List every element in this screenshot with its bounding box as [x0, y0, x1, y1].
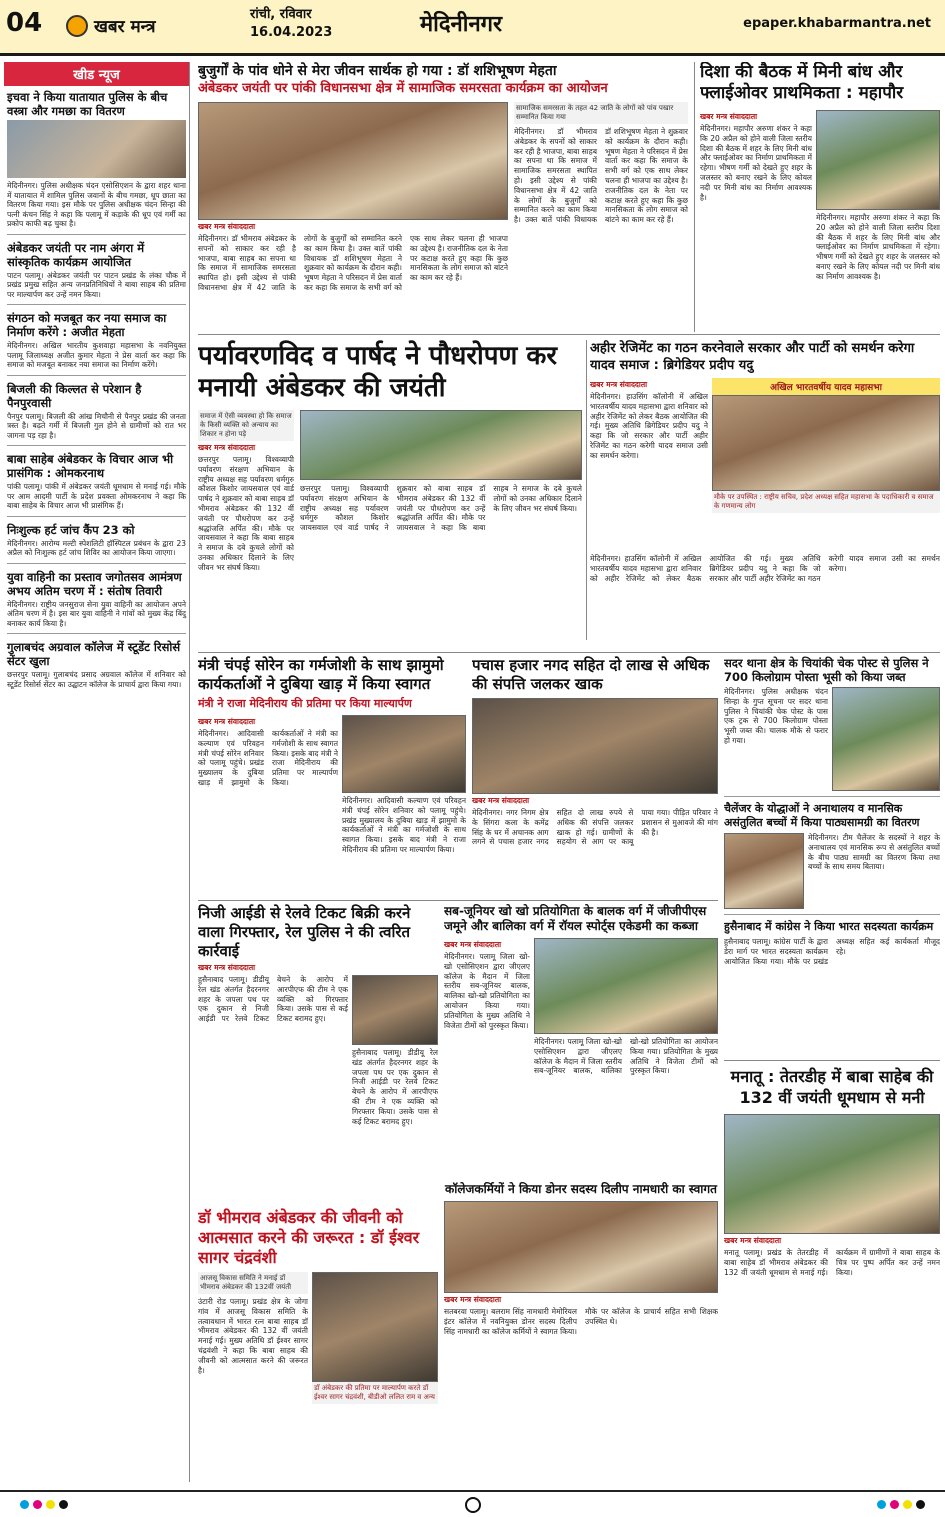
- college-story-photo: [444, 1201, 718, 1293]
- minister-story: [198, 656, 466, 896]
- place: रांची, रविवार: [250, 7, 312, 22]
- brief-text: मेदिनीनगर। अखिल भारतीय कुशवाहा महासभा के नवनियुक्त पलामू जिलाध्यक्ष अजीत कुमार मेहता ने प्रेस वार्ता कर कहा कि समाज को मजबूत बनाकर नया समाज का निर्माण करेंगे।: [7, 341, 186, 369]
- fire-story-byline: खबर मन्त्र संवाददाता: [472, 796, 530, 805]
- brief-item: [7, 382, 186, 447]
- sports-story-title[interactable]: सब-जूनियर खो खो प्रतियोगिता के बालक वर्ग में जीजीपीएस जमूने और बालिका वर्ग में रॉयल स्पोर्ट्स एकेडमी का कब्जा: [444, 904, 707, 933]
- brief-item: [7, 570, 186, 635]
- brief-title[interactable]: युवा वाहिनी का प्रस्ताव जगोतसव आमंत्रण अभय अतिम चरण में : संतोष तिवारी: [7, 569, 182, 598]
- tetardih-story-byline: खबर मन्त्र संवाददाता: [724, 1236, 782, 1245]
- ambedkar-story-title[interactable]: डॉ भीमराव अंबेडकर की जीवनी को आत्मसात करने की जरूरत : डॉ ईश्वर सागर चंद्रवंशी: [198, 1208, 420, 1267]
- top-story-byline: खबर मन्त्र संवाददाता: [198, 222, 256, 231]
- brief-item: [7, 452, 186, 517]
- edition-title: मेदिनीनगर: [420, 12, 503, 37]
- challenger-story-body: मेदिनीनगर। टीम चैलेंजर के सदस्यों ने शहर के अनाथालय एवं मानसिक रूप से असंतुलित बच्चों के बीच पाठ्य सामग्री का वितरण किया तथा बच्चों के साथ समय बिताया।: [808, 833, 940, 872]
- tetardih-story-photo: [724, 1114, 940, 1234]
- police-story-body: मेदिनीनगर। पुलिस अधीक्षक चंदन सिन्हा के गुप्त सूचना पर सदर थाना पुलिस ने चियांकी चेक पोस्ट के पास एक ट्रक से 700 किलोग्राम पोस्ता भूसी जब्त की। चालक मौके से फरार हो गया।: [724, 687, 828, 745]
- congress-story-title[interactable]: हुसैनाबाद में कांग्रेस ने किया भारत सदस्यता कार्यक्रम: [724, 920, 934, 933]
- brand: [66, 14, 156, 37]
- mayor-story-byline: खबर मन्त्र संवाददाता: [700, 112, 758, 121]
- ambedkar-story: [198, 1208, 438, 1484]
- top-story-subtitle: अंबेडकर जयंती पर पांकी विधानसभा क्षेत्र में सामाजिक समरसता कार्यक्रम का आयोजन: [198, 81, 608, 96]
- ahir-story-byline: खबर मन्त्र संवाददाता: [590, 380, 648, 389]
- railway-story-body: हुसैनाबाद पलामू। डीडीयू रेल खंड अंतर्गत हैदरनगर शहर के जपला पथ पर एक दुकान से निजी आईडी पर रेलवे टिकट बेचने के आरोप में आरपीएफ की टीम ने एक व्यक्ति को गिरफ्तार किया। उसके पास से कई टिकट बरामद हुए।: [198, 975, 348, 1024]
- minister-story-title[interactable]: मंत्री चंपई सोरेन का गर्मजोशी के साथ झामुमो कार्यकर्ताओं ने दुबिया खाड़ में किया स्वागत: [198, 656, 444, 693]
- environment-story-caption: समाज में ऐसी व्यवस्था हो कि समाज के किसी व्यक्ति को अन्याय का शिकार न होना पड़े: [198, 410, 294, 441]
- brief-text: मेदिनीनगर। पुलिस अधीक्षक चंदन एसोसिएशन के द्वारा शहर थाना में यातायात में शामिल पुलिस जवानों के बीच गमछा, धूप छाता का वितरण किया गया। इस मौके पर पुलिस अधीक्षक चंदन सिन्हा की पत्नी कंचन सिंह ने कहा कि पलामू में कड़ाके की धूप एवं गर्मी का प्रकोप काफी बढ़ चुका है।: [7, 181, 186, 228]
- sports-story-byline: खबर मन्त्र संवाददाता: [444, 940, 502, 949]
- brief-text: छत्तरपुर पलामू। गुलाबचंद प्रसाद अग्रवाल कॉलेज में शनिवार को स्टूडेंट रिसोर्स सेंटर का उद्घाटन कॉलेज के प्राचार्य द्वारा किया गया।: [7, 670, 186, 689]
- masthead: [0, 0, 945, 56]
- ahir-story: [590, 340, 940, 650]
- brief-title[interactable]: बाबा साहेब अंबेडकर के विचार आज भी प्रासंगिक : ओमकरनाथ: [7, 452, 174, 480]
- brief-text: पांकी पलामू। पांकी में अंबेडकर जयंती धूमधाम से मनाई गई। मौके पर आम आदमी पार्टी के प्रदेश प्रवक्ता ओमकरनाथ ने कहा कि बाबा साहेब के विचार आज भी प्रासंगिक हैं।: [7, 482, 186, 510]
- brief-title[interactable]: निःशुल्क हर्ट जांच कैंप 23 को: [7, 522, 135, 537]
- environment-story-body-cont: छत्तरपुर पलामू। विश्वव्यापी पर्यावरण संरक्षण अभियान के राष्ट्रीय अध्यक्ष सह पर्यावरण धर्मगुरु कौशल किशोर जायसवाल एवं वार्ड पार्षद ने शुक्रवार को बाबा साहब डॉ भीमराव अंबेडकर की 132 वीं जयंती पर पौधरोपण कर उन्हें श्रद्धांजलि अर्पित की। मौके पर जायसवाल ने कहा कि बाबा साहब ने समाज के दबे कुचले लोगों को उनका अधिकार दिलाने के लिए जीवन भर संघर्ष किया।: [300, 484, 582, 533]
- police-story-title[interactable]: सदर थाना क्षेत्र के चियांकी चेक पोस्ट से पुलिस ने 700 किलोग्राम पोस्ता भूसी को किया जब्त: [724, 656, 929, 684]
- challenger-story-title[interactable]: चैलेंजर के योद्धाओं ने अनाथालय व मानसिक असंतुलित बच्चों में किया पाठ्यसामग्री का वितरण: [724, 802, 920, 829]
- railway-story-title[interactable]: निजी आईडी से रेलवे टिकट बिक्री करने वाला गिरफ्तार, रेल पुलिस ने की त्वरित कार्रवाई: [198, 904, 411, 960]
- brief-item: [7, 311, 186, 376]
- environment-story-photo: [300, 410, 582, 480]
- top-story-photo: [198, 102, 508, 220]
- ahir-story-caption: मौके पर उपस्थित : राष्ट्रीय सचिव, प्रदेश अध्यक्ष सहित महासभा के पदाधिकारी व समाज के गणमान्य लोग: [712, 491, 940, 513]
- ambedkar-story-photo: [312, 1272, 438, 1382]
- mayor-story-body-cont: मेदिनीनगर। महापौर अरुणा शंकर ने कहा कि 20 अप्रैल को होने वाली जिला स्तरीय दिशा की बैठक में शहर के लिए मिनी बांध और फ्लाईओवर का निर्माण प्राथमिकता में रहेगा। भीषण गर्मी को देखते हुए शहर के जलस्तर को बनाए रखने के लिए कोयल नदी पर मिनी बांध का निर्माण आवश्यक है।: [816, 213, 940, 281]
- footer: [0, 1490, 945, 1517]
- color-registration-marks: [20, 1500, 68, 1509]
- brief-title[interactable]: संगठन को मजबूत कर नया समाज का निर्माण करेंगे : अजीत मेहता: [7, 311, 167, 339]
- brief-title[interactable]: इचवा ने किया यातायात पुलिस के बीच वस्त्रा और गमछा का वितरण: [7, 90, 168, 118]
- date: 16.04.2023: [250, 25, 333, 40]
- brief-title[interactable]: बिजली की किल्लत से परेशान है पैनपुरवासी: [7, 381, 142, 410]
- railway-story-photo: [352, 975, 438, 1045]
- tetardih-story-title[interactable]: मनातू : तेतरडीह में बाबा साहेब की 132 वीं जयंती धूमधाम से मनी: [730, 1067, 934, 1107]
- brief-item: [7, 241, 186, 306]
- congress-story-body: हुसैनाबाद पलामू। कांग्रेस पार्टी के द्वारा डेरा मार्ग पर भारत सदस्यता कार्यक्रम आयोजित किया गया। मौके पर प्रखंड अध्यक्ष सहित कई कार्यकर्ता मौजूद रहे।: [724, 937, 940, 966]
- brief-text: पाटन पलामू। अंबेडकर जयंती पर पाटन प्रखंड के लंका चौक में प्रखंड प्रमुख सहित अन्य जनप्रतिनिधियों ने बाबा साहब की प्रतिमा पर माल्यार्पण कर उन्हें नमन किया।: [7, 270, 186, 299]
- brief-text: मेदिनीनगर। आरोग्य मल्टी स्पेशलिटी हॉस्पिटल प्रबंधन के द्वारा 23 अप्रैल को निःशुल्क हर्ट जांच शिविर का आयोजन किया जाएगा।: [7, 538, 186, 557]
- mayor-story-photo: [816, 110, 940, 210]
- brief-text: मेदिनीनगर। राष्ट्रीय जनसुराज सेना युवा वाहिनी का आयोजन अपने अंतिम चरण में है। इस बार युवा वाहिनी ने गांवों को मुख्य केंद्र बिंदु बनाकर कार्य किया है।: [7, 599, 186, 628]
- tetardih-story-body: मनातू पलामू। प्रखंड के तेतरडीह में बाबा साहेब डॉ भीमराव अंबेडकर की 132 वीं जयंती धूमधाम से मनाई गई। कार्यक्रम में ग्रामीणों ने बाबा साहब के चित्र पर पुष्प अर्पित कर उन्हें नमन किया।: [724, 1248, 940, 1277]
- fire-story-photo: [472, 698, 718, 794]
- minister-story-subtitle: मंत्री ने राजा मेदिनीराय की प्रतिमा पर किया माल्यार्पण: [198, 697, 412, 710]
- mayor-story: [700, 62, 940, 330]
- brief-photo: [7, 120, 186, 178]
- minister-story-body: मेदिनीनगर। आदिवासी कल्याण एवं परिवहन मंत्री चंपई सोरेन शनिवार को पलामू पहुंचे। प्रखंड मुख्यालय के दुबिया खाड़ में झामुमो के कार्यकर्ताओं ने मंत्री का गर्मजोशी के साथ स्वागत किया। इसके बाद मंत्री ने राजा मेदिनीराय की प्रतिमा पर माल्यार्पण किया।: [198, 729, 338, 787]
- ahir-story-title[interactable]: अहीर रेजिमेंट का गठन करनेवाले सरकार और पार्टी को समर्थन करेगा यादव समाज : ब्रिगेडियर प्रदीप यदु: [590, 341, 915, 373]
- college-story-byline: खबर मन्त्र संवाददाता: [444, 1295, 502, 1304]
- environment-story-byline: खबर मन्त्र संवाददाता: [198, 443, 256, 452]
- page-number: 04: [6, 8, 43, 38]
- ahir-story-body-cont: मेदिनीनगर। हाउसिंग कॉलोनी में अखिल भारतवर्षीय यादव महासभा द्वारा शनिवार को अहीर रेजिमेंट को लेकर बैठक आयोजित की गई। मुख्य अतिथि ब्रिगेडियर प्रदीप यदु ने कहा कि जो सरकार और पार्टी अहीर रेजिमेंट का गठन करेगी यादव समाज उसी का समर्थन करेगा।: [590, 554, 940, 583]
- strip-title: खीड न्यूज: [4, 62, 189, 86]
- fire-story: [472, 656, 718, 896]
- brand-name: खबर मन्त्र: [94, 17, 156, 37]
- top-story-caption: सामाजिक समरसता के तहत 42 जाति के लोगों को पांव पखार सम्मानित किया गया: [514, 102, 688, 124]
- college-story: [444, 1182, 718, 1482]
- top-story-body: मेदिनीनगर। डॉ भीमराव अंबेडकर के सपनों को साकार कर रही है भाजपा, बाबा साहब का सपना था कि समाज में सामाजिक समरसता स्थापित हो। इसी उद्देश्य से पांकी विधानसभा क्षेत्र में 42 जाति के लोगों के बुजुर्गों को सम्मानित करने का काम किया है। उक्त बातें पांकी विधायक डॉ शशिभूषण मेहता ने शुक्रवार को कार्यक्रम के दौरान कही। भूषण मेहता ने परिसदन में प्रेस वार्ता कर कहा कि समाज के सभी वर्ग को एक साथ लेकर चलना ही भाजपा का उद्देश्य है। राजनीतिक दल के नेता पर कटाक्ष करते हुए कहा कि कुछ मानसिकता के लोग समाज को बांटने का काम कर रहे हैं।: [198, 234, 508, 292]
- police-story-photo: [832, 687, 940, 791]
- brief-item: [7, 523, 186, 564]
- brief-title[interactable]: अंबेडकर जयंती पर नाम अंगरा में सांस्कृतिक कार्यक्रम आयोजित: [7, 240, 145, 269]
- sports-story: [444, 904, 718, 1176]
- environment-story-body: छत्तरपुर पलामू। विश्वव्यापी पर्यावरण संरक्षण अभियान के राष्ट्रीय अध्यक्ष सह पर्यावरण धर्मगुरु कौशल किशोर जायसवाल एवं वार्ड पार्षद ने शुक्रवार को बाबा साहब डॉ भीमराव अंबेडकर की 132 वीं जयंती पर पौधरोपण कर उन्हें श्रद्धांजलि अर्पित की। मौके पर जायसवाल ने कहा कि बाबा साहब ने समाज के दबे कुचले लोगों को उनका अधिकार दिलाने के लिए जीवन भर संघर्ष किया।: [198, 455, 294, 572]
- mayor-story-body: मेदिनीनगर। महापौर अरुणा शंकर ने कहा कि 20 अप्रैल को होने वाली जिला स्तरीय दिशा की बैठक में शहर के लिए मिनी बांध और फ्लाईओवर का निर्माण प्राथमिकता में रहेगा। भीषण गर्मी को देखते हुए शहर के जलस्तर को बनाए रखने के लिए कोयल नदी पर मिनी बांध का निर्माण आवश्यक है।: [700, 124, 812, 202]
- brief-title[interactable]: गुलाबचंद अग्रवाल कॉलेज में स्टूडेंट रिसोर्स सेंटर खुला: [7, 640, 181, 668]
- right-briefs: [724, 656, 940, 1056]
- brief-item: [7, 90, 186, 235]
- mayor-story-title[interactable]: दिशा की बैठक में मिनी बांध और फ्लाईओवर प्राथमिकता : महापौर: [700, 62, 904, 103]
- challenger-story-photo: [724, 833, 804, 909]
- sports-story-body-cont: मेदिनीनगर। पलामू जिला खो-खो एसोसिएशन द्वारा जीएलए कॉलेज के मैदान में जिला स्तरीय सब-जूनियर बालक, बालिका खो-खो प्रतियोगिता का आयोजन किया गया। प्रतियोगिता के मुख्य अतिथि ने विजेता टीमों को पुरस्कृत किया।: [534, 1037, 718, 1076]
- brand-logo-icon: [66, 15, 88, 37]
- top-story-title[interactable]: बुजुर्गों के पांव धोने से मेरा जीवन सार्थक हो गया : डॉ शशिभूषण मेहता: [198, 63, 557, 79]
- top-story: [198, 62, 688, 330]
- fire-story-body: मेदिनीनगर। नगर निगम क्षेत्र के सिंगरा कला के कमेंद्र सिंह के घर में अचानक आग लगने से पचास हजार नगद सहित दो लाख रुपये से अधिक की संपत्ति जलकर खाक हो गई। ग्रामीणों के सहयोग से आग पर काबू पाया गया। पीड़ित परिवार ने प्रशासन से मुआवजे की मांग की है।: [472, 808, 718, 847]
- college-story-title[interactable]: कॉलेजकर्मियों ने किया डोनर सदस्य दिलीप नामधारी का स्वागत: [445, 1182, 717, 1196]
- dateline: [250, 6, 332, 42]
- ahir-story-photo: [712, 395, 940, 491]
- epaper-link[interactable]: epaper.khabarmantra.net: [743, 16, 931, 31]
- ahir-story-banner: अखिल भारतवर्षीय यादव महासभा: [712, 378, 940, 395]
- ambedkar-story-body: उंटारी रोड पलामू। प्रखंड क्षेत्र के जोगा गांव में आजसू विकास समिति के तत्वावधान में भारत रत्न बाबा साहब डॉ भीमराव अंबेडकर की 132 वीं जयंती मनाई गई। मुख्य अतिथि डॉ ईश्वर सागर चंद्रवंशी ने कहा कि बाबा साहब की जीवनी को आत्मसात करने की जरूरत है।: [198, 1297, 308, 1375]
- sports-story-body: मेदिनीनगर। पलामू जिला खो-खो एसोसिएशन द्वारा जीएलए कॉलेज के मैदान में जिला स्तरीय सब-जूनियर बालक, बालिका खो-खो प्रतियोगिता का आयोजन किया गया। प्रतियोगिता के मुख्य अतिथि ने विजेता टीमों को पुरस्कृत किया।: [444, 952, 530, 1030]
- minister-story-photo: [342, 715, 466, 793]
- railway-story-body-cont: हुसैनाबाद पलामू। डीडीयू रेल खंड अंतर्गत हैदरनगर शहर के जपला पथ पर एक दुकान से निजी आईडी पर रेलवे टिकट बेचने के आरोप में आरपीएफ की टीम ने एक व्यक्ति को गिरफ्तार किया। उसके पास से कई टिकट बरामद हुए।: [352, 1048, 438, 1126]
- minister-story-body-cont: मेदिनीनगर। आदिवासी कल्याण एवं परिवहन मंत्री चंपई सोरेन शनिवार को पलामू पहुंचे। प्रखंड मुख्यालय के दुबिया खाड़ में झामुमो के कार्यकर्ताओं ने मंत्री का गर्मजोशी के साथ स्वागत किया। इसके बाद मंत्री ने राजा मेदिनीराय की प्रतिमा पर माल्यार्पण किया।: [342, 796, 466, 854]
- railway-story-byline: खबर मन्त्र संवाददाता: [198, 963, 256, 972]
- brief-item: [7, 640, 186, 689]
- ahir-story-body: मेदिनीनगर। हाउसिंग कॉलोनी में अखिल भारतवर्षीय यादव महासभा द्वारा शनिवार को अहीर रेजिमेंट को लेकर बैठक आयोजित की गई। मुख्य अतिथि ब्रिगेडियर प्रदीप यदु ने कहा कि जो सरकार और पार्टी अहीर रेजिमेंट का गठन करेगी यादव समाज उसी का समर्थन करेगा।: [590, 392, 708, 460]
- ambedkar-story-caption: आजसू विकास समिति ने मनाई डॉ भीमराव अंबेडकर की 132वीं जयंती: [198, 1272, 308, 1294]
- brief-text: पैनपुर पलामू। बिजली की आंख मिचौनी से पैनपुर प्रखंड की जनता त्रस्त है। बढ़ते गर्मी में बिजली गुल होने से ग्रामीणों को रात भर जागना पड़ रहा है।: [7, 411, 186, 440]
- college-story-body: सतबरवा पलामू। बलराम सिंह नामधारी मेमोरियल इंटर कॉलेज में नवनियुक्त डोनर सदस्य दिलीप सिंह नामधारी का कॉलेज कर्मियों ने स्वागत किया। मौके पर कॉलेज के प्राचार्य सहित सभी शिक्षक उपस्थित थे।: [444, 1307, 718, 1336]
- environment-story: [198, 340, 582, 640]
- minister-story-byline: खबर मन्त्र संवाददाता: [198, 717, 256, 726]
- color-registration-marks: [877, 1500, 925, 1509]
- tetardih-story: [724, 1066, 940, 1484]
- sports-story-photo: [534, 938, 718, 1034]
- environment-story-title[interactable]: पर्यावरणविद व पार्षद ने पौधरोपण कर मनायी अंबेडकर की जयंती: [198, 341, 557, 403]
- top-story-body-cont: मेदिनीनगर। डॉ भीमराव अंबेडकर के सपनों को साकार कर रही है भाजपा, बाबा साहब का सपना था कि समाज में सामाजिक समरसता स्थापित हो। इसी उद्देश्य से पांकी विधानसभा क्षेत्र में 42 जाति के लोगों के बुजुर्गों को सम्मानित करने का काम किया है। उक्त बातें पांकी विधायक डॉ शशिभूषण मेहता ने शुक्रवार को कार्यक्रम के दौरान कही। भूषण मेहता ने परिसदन में प्रेस वार्ता कर कहा कि समाज के सभी वर्ग को एक साथ लेकर चलना ही भाजपा का उद्देश्य है। राजनीतिक दल के नेता पर कटाक्ष करते हुए कहा कि कुछ मानसिकता के लोग समाज को बांटने का काम कर रहे हैं।: [514, 127, 688, 225]
- fire-story-title[interactable]: पचास हजार नगद सहित दो लाख से अधिक की संपत्ति जलकर खाक: [472, 656, 710, 693]
- crosshair-icon: [465, 1497, 481, 1513]
- ambedkar-story-photo-caption: डॉ अंबेडकर की प्रतिमा पर माल्यार्पण करते डॉ ईश्वर सागर चंद्रवंशी, बीडीओ ललित राम व अन्य: [312, 1382, 438, 1404]
- railway-story: [198, 904, 438, 1204]
- left-news-column: [4, 62, 190, 1482]
